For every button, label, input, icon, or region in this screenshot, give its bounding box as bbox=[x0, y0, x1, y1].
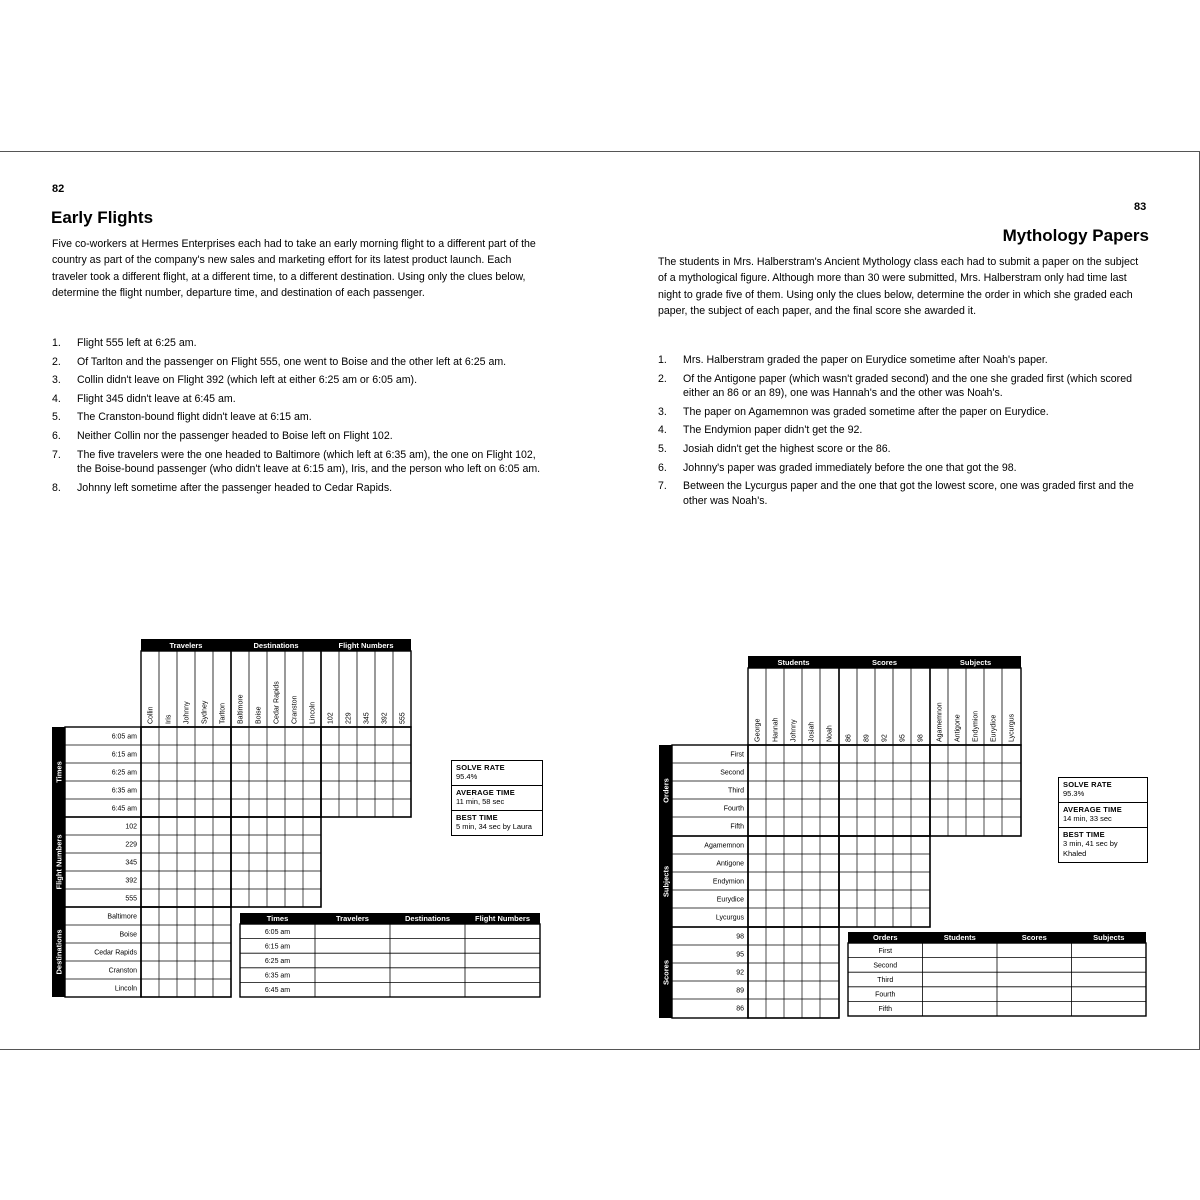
column-item-label: Tarlton bbox=[219, 702, 227, 724]
column-group-header: Travelers bbox=[169, 641, 203, 650]
grid-block bbox=[748, 836, 839, 927]
grid-block bbox=[748, 927, 839, 1018]
answer-table-row-label: 6:25 am bbox=[264, 958, 291, 965]
column-item-label: 392 bbox=[381, 712, 389, 724]
clue-item: 7. Between the Lycurgus paper and the one that got the lowest score, one was graded first and the other was Noah's. bbox=[658, 480, 1134, 507]
row-item-label: Eurydice bbox=[716, 896, 744, 904]
column-item-label: Collin bbox=[147, 706, 155, 724]
column-item-label: Lycurgus bbox=[1008, 713, 1016, 742]
clue-item: 3. Collin didn't leave on Flight 392 (which left at either 6:25 am or 6:05 am). bbox=[52, 374, 418, 387]
answer-table-header: Times bbox=[266, 914, 289, 923]
row-item-label: 6:35 am bbox=[111, 787, 137, 795]
column-item-label: Lincoln bbox=[309, 701, 317, 724]
right-intro-text: The students in Mrs. Halberstram's Ancient Mythology class each had to submit a paper on the subject of a mythological figure. Although more than 30 were submitted, Mrs. Halberstram only had time last night to grade five of them. Using only the clues below, determine the order in which she graded each paper, the subject of each paper, and the final score she awarded it. bbox=[658, 256, 1139, 318]
column-item-label: Agamemnon bbox=[936, 702, 944, 742]
column-item-label: Josiah bbox=[808, 721, 816, 742]
column-item-label: Johnny bbox=[183, 701, 191, 724]
column-item-label: 229 bbox=[345, 712, 353, 724]
column-item-label: Baltimore bbox=[237, 694, 245, 724]
answer-table-row-label: Third bbox=[877, 977, 894, 984]
column-group-header: Flight Numbers bbox=[338, 641, 394, 650]
column-group-header: Subjects bbox=[959, 658, 992, 667]
row-item-label: Agamemnon bbox=[704, 842, 744, 850]
answer-table-row-label: 6:05 am bbox=[264, 928, 291, 936]
row-item-label: Cedar Rapids bbox=[94, 949, 137, 957]
row-item-label: Third bbox=[728, 787, 744, 795]
row-item-label: Fifth bbox=[730, 823, 744, 831]
row-item-label: Endymion bbox=[712, 878, 744, 886]
right-page-number: 83 bbox=[1134, 201, 1147, 213]
column-group-header: Students bbox=[777, 658, 810, 667]
grid-block bbox=[930, 745, 1021, 836]
row-group-header: Destinations bbox=[54, 929, 64, 975]
clue-item: 4. The Endymion paper didn't get the 92. bbox=[658, 424, 863, 437]
clue-item: 3. The paper on Agamemnon was graded sometime after the paper on Eurydice. bbox=[658, 405, 1049, 418]
solve-rate: SOLVE RATE 95.3% bbox=[1059, 778, 1147, 803]
answer-table-header: Flight Numbers bbox=[474, 914, 531, 923]
column-item-label: Sydney bbox=[201, 700, 209, 724]
row-item-label: Lycurgus bbox=[715, 914, 744, 922]
column-item-label: Noah bbox=[826, 725, 834, 742]
column-item-label: 89 bbox=[863, 734, 871, 742]
clue-item: 4. Flight 345 didn't leave at 6:45 am. bbox=[52, 392, 236, 405]
answer-table-row-label: Fourth bbox=[875, 991, 896, 999]
answer-table-header: Scores bbox=[1021, 933, 1047, 942]
right-puzzle-title: Mythology Papers bbox=[1002, 226, 1149, 245]
clue-item: 6. Neither Collin nor the passenger headed to Boise left on Flight 102. bbox=[52, 429, 393, 442]
clue-item: 2. Of the Antigone paper (which wasn't graded second) and the one she graded first (which scored either an 86 or an 89), one was Hannah's and the other was Noah's. bbox=[658, 372, 1132, 400]
row-item-label: Lincoln bbox=[114, 985, 137, 993]
answer-table-row-label: First bbox=[878, 947, 893, 955]
row-item-label: 6:15 am bbox=[111, 751, 137, 759]
row-item-label: Boise bbox=[119, 931, 137, 939]
answer-table-header: Orders bbox=[872, 933, 898, 942]
column-item-label: 555 bbox=[399, 712, 407, 724]
clue-item: 1. Flight 555 left at 6:25 am. bbox=[52, 337, 197, 349]
answer-table-header: Students bbox=[943, 933, 976, 942]
column-group-header: Destinations bbox=[253, 641, 299, 650]
answer-table-header: Destinations bbox=[404, 914, 451, 923]
column-item-label: Johnny bbox=[790, 719, 798, 742]
answer-table-row-label: 6:45 am bbox=[264, 987, 291, 995]
row-group-header: Flight Numbers bbox=[54, 834, 64, 890]
row-item-label: 229 bbox=[125, 841, 137, 849]
column-item-label: Iris bbox=[165, 714, 173, 724]
row-item-label: Second bbox=[720, 769, 744, 777]
row-item-label: 95 bbox=[736, 951, 744, 959]
row-item-label: Antigone bbox=[716, 860, 744, 868]
row-item-label: 392 bbox=[125, 877, 137, 885]
clue-item: 6. Johnny's paper was graded immediately before the one that got the 98. bbox=[658, 461, 1017, 474]
column-item-label: Cedar Rapids bbox=[273, 681, 281, 724]
column-item-label: Cranston bbox=[291, 695, 299, 724]
clue-item: 8. Johnny left sometime after the passenger headed to Cedar Rapids. bbox=[52, 481, 393, 494]
column-item-label: 98 bbox=[917, 734, 925, 742]
row-item-label: Cranston bbox=[108, 967, 137, 975]
right-stats-box bbox=[1058, 777, 1148, 863]
row-item-label: 92 bbox=[736, 969, 744, 977]
answer-table-header: Travelers bbox=[336, 914, 369, 923]
row-group-header: Subjects bbox=[661, 865, 671, 898]
row-item-label: First bbox=[730, 751, 744, 759]
column-item-label: 102 bbox=[327, 712, 335, 724]
row-item-label: 6:25 am bbox=[111, 769, 137, 777]
column-item-label: George bbox=[754, 718, 762, 742]
column-item-label: Boise bbox=[255, 706, 263, 724]
clue-item: 1. Mrs. Halberstram graded the paper on Eurydice sometime after Noah's paper. bbox=[658, 354, 1048, 366]
row-item-label: 98 bbox=[736, 933, 744, 941]
clue-item: 5. The Cranston-bound flight didn't leave at 6:15 am. bbox=[52, 411, 312, 424]
row-item-label: 6:05 am bbox=[111, 733, 137, 741]
column-item-label: 95 bbox=[899, 734, 907, 742]
clue-item: 2. Of Tarlton and the passenger on Flight 555, one went to Boise and the other left at 6:25 am. bbox=[52, 355, 507, 368]
answer-table-row-label: 6:35 am bbox=[264, 972, 291, 980]
clue-item: 5. Josiah didn't get the highest score or the 86. bbox=[658, 442, 891, 455]
answer-table-row-label: Fifth bbox=[878, 1006, 893, 1014]
grid-block bbox=[839, 745, 930, 836]
column-item-label: 92 bbox=[881, 734, 889, 742]
row-item-label: Fourth bbox=[723, 805, 744, 813]
average-time: AVERAGE TIME 11 min, 58 sec bbox=[452, 786, 542, 811]
grid-block bbox=[748, 745, 839, 836]
column-item-label: Antigone bbox=[954, 714, 962, 742]
solve-rate: SOLVE RATE 95.4% bbox=[452, 761, 542, 786]
left-puzzle-title: Early Flights bbox=[51, 208, 154, 227]
row-item-label: 6:45 am bbox=[111, 805, 137, 813]
row-item-label: 555 bbox=[125, 895, 137, 903]
answer-table-header: Subjects bbox=[1093, 933, 1125, 942]
row-group-header: Times bbox=[54, 761, 64, 783]
grid-block bbox=[839, 836, 930, 927]
row-item-label: 86 bbox=[736, 1005, 744, 1013]
left-intro-text: Five co-workers at Hermes Enterprises each had to take an early morning flight to a different part of the country as part of the company's new sales and marketing effort for its latest product launch. Each traveler took a different flight, at a different time, to a different destination. Using only the clues below, determine the flight number, departure time, and destination of each passenger. bbox=[52, 238, 536, 300]
column-group-header: Scores bbox=[871, 658, 898, 667]
row-item-label: 102 bbox=[125, 823, 137, 831]
column-header-frame bbox=[839, 668, 930, 745]
column-item-label: Eurydice bbox=[990, 714, 998, 742]
row-group-header: Orders bbox=[661, 778, 671, 803]
clue-item: 7. The five travelers were the one headed to Baltimore (which left at 6:35 am), the one on Flight 102, the Boise-bound passenger (who didn't leave at 6:15 am), Iris, and the person who left on 6:05 am. bbox=[52, 448, 541, 476]
row-item-label: Baltimore bbox=[107, 913, 137, 921]
best-time: BEST TIME 3 min, 41 sec by Khaled bbox=[1063, 830, 1118, 858]
column-item-label: 86 bbox=[845, 734, 853, 742]
row-item-label: 89 bbox=[736, 987, 744, 995]
answer-table-row-label: 6:15 am bbox=[264, 943, 291, 951]
column-item-label: Endymion bbox=[972, 710, 980, 742]
average-time: AVERAGE TIME 14 min, 33 sec bbox=[1059, 803, 1147, 828]
row-item-label: 345 bbox=[125, 859, 137, 867]
column-item-label: 345 bbox=[363, 712, 371, 724]
answer-table-row-label: Second bbox=[873, 962, 898, 970]
best-time: BEST TIME 5 min, 34 sec by Laura bbox=[456, 813, 532, 831]
column-item-label: Hannah bbox=[772, 717, 780, 742]
left-page-number: 82 bbox=[52, 183, 65, 195]
row-group-header: Scores bbox=[661, 959, 671, 986]
